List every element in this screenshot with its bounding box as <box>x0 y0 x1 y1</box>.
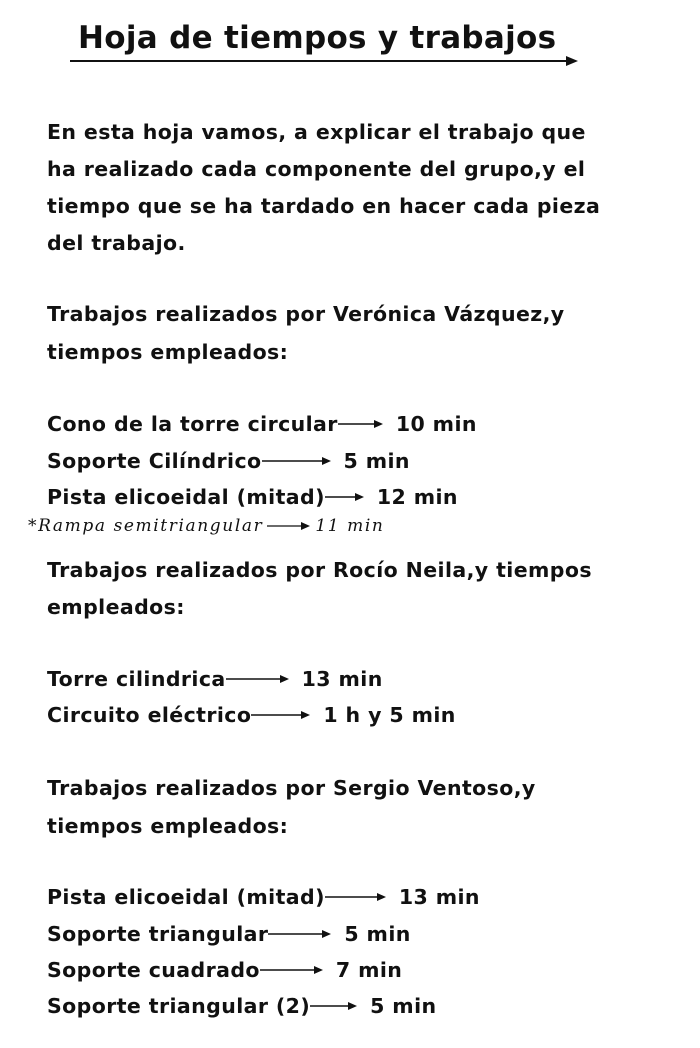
task-time: 12 min <box>376 485 458 509</box>
task-entry <box>47 485 458 509</box>
task-entry <box>47 667 383 691</box>
task-name: Torre cilindrica <box>47 667 226 691</box>
task-name: Pista elicoeidal (mitad) <box>47 485 325 509</box>
arrow-icon <box>226 673 290 685</box>
section-heading: Trabajos realizados por Verónica Vázquez,y <box>47 302 565 326</box>
task-entry <box>47 922 411 946</box>
task-name: Soporte Cilíndrico <box>47 449 262 473</box>
page-title: Hoja de tiempos y trabajos <box>78 20 557 56</box>
task-time: 1 h y 5 min <box>323 703 456 727</box>
title-underline-arrow <box>70 56 580 70</box>
task-entry <box>47 958 402 982</box>
arrow-icon <box>260 964 324 976</box>
task-name: Soporte cuadrado <box>47 958 260 982</box>
task-entry <box>47 703 456 727</box>
task-entry <box>47 994 437 1018</box>
task-name: Cono de la torre circular <box>47 412 338 436</box>
section-heading: tiempos empleados: <box>47 340 289 364</box>
task-time: 5 min <box>344 922 411 946</box>
intro-line: En esta hoja vamos, a explicar el trabajo que <box>47 120 586 144</box>
task-entry <box>47 885 480 909</box>
task-time: 13 min <box>398 885 480 909</box>
handwritten-time: 11 min <box>315 516 385 536</box>
task-time: 10 min <box>395 412 477 436</box>
task-name: Soporte triangular (2) <box>47 994 311 1018</box>
arrow-icon <box>262 455 332 467</box>
task-name: Circuito eléctrico <box>47 703 252 727</box>
intro-line: ha realizado cada componente del grupo,y el <box>47 157 586 181</box>
task-entry <box>47 449 410 473</box>
arrow-icon <box>267 520 311 532</box>
arrow-icon <box>251 709 311 721</box>
intro-line: del trabajo. <box>47 231 186 255</box>
task-name: Pista elicoeidal (mitad) <box>47 885 325 909</box>
handwritten-task: *Rampa semitriangular <box>28 516 264 536</box>
task-time: 5 min <box>370 994 437 1018</box>
arrow-icon <box>310 1000 358 1012</box>
task-name: Soporte triangular <box>47 922 269 946</box>
arrow-icon <box>338 418 384 430</box>
section-heading: tiempos empleados: <box>47 814 289 838</box>
arrow-icon <box>325 491 365 503</box>
task-entry <box>47 412 477 436</box>
title-block <box>70 20 580 70</box>
section-heading: empleados: <box>47 595 185 619</box>
handwritten-entry <box>28 516 384 536</box>
intro-line: tiempo que se ha tardado en hacer cada pieza <box>47 194 601 218</box>
task-time: 7 min <box>335 958 403 982</box>
section-heading: Trabajos realizados por Rocío Neila,y tiempos <box>47 558 592 582</box>
arrow-icon <box>268 928 332 940</box>
task-time: 13 min <box>301 667 383 691</box>
task-time: 5 min <box>343 449 410 473</box>
section-heading: Trabajos realizados por Sergio Ventoso,y <box>47 776 536 800</box>
arrow-icon <box>325 891 387 903</box>
